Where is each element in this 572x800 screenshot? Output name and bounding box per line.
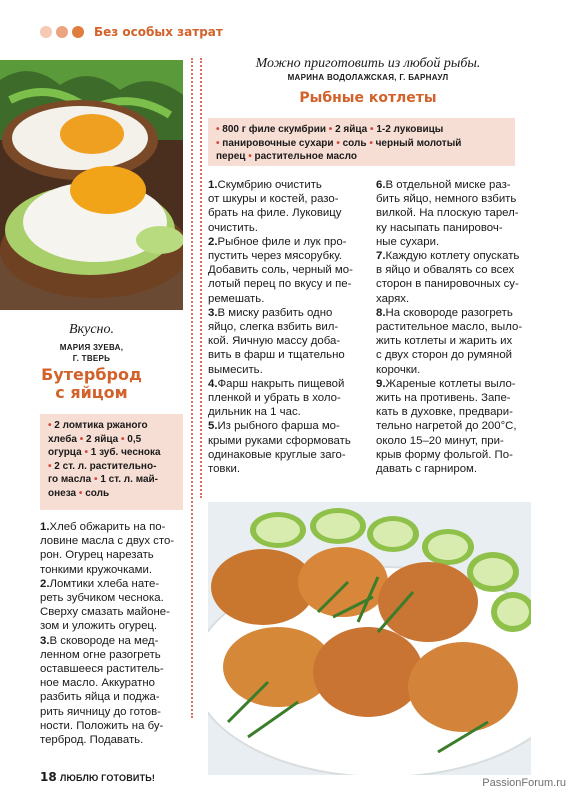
step: [208, 178, 371, 235]
right-steps-column-2: [376, 178, 530, 476]
left-recipe-tagline: Вкусно.: [69, 322, 114, 337]
bullet: •: [120, 433, 125, 445]
step-text: пустить через мясорубку.: [208, 250, 342, 263]
step-text: крыв форму фольгой. По-: [376, 448, 513, 461]
step-text: бить яйцо, немного взбить: [376, 193, 517, 206]
step-text: Рыбное филе и лук про-: [217, 235, 347, 248]
author-city: Г. ТВЕРЬ: [72, 354, 111, 363]
ingredient: черный молотый: [375, 137, 462, 149]
step-number: 5.: [208, 420, 218, 433]
step-number: 7.: [376, 250, 386, 263]
author-name: МАРИЯ ЗУЕВА,: [59, 343, 124, 352]
ingredient: перец: [216, 151, 246, 162]
bullet: •: [48, 460, 52, 472]
step-number: 6.: [376, 179, 386, 191]
step-text: кой. Яичную массу доба-: [208, 335, 341, 348]
ingredient: 2 ломтика ржаного: [54, 420, 148, 431]
ingredient: 2 яйца: [86, 433, 119, 445]
bullet: •: [336, 137, 340, 149]
step-number: 9.: [376, 377, 386, 390]
step-number: 3.: [208, 306, 218, 319]
ingredient: 1-2 луковицы: [376, 124, 444, 135]
step-text: растительное масло, выло-: [376, 321, 523, 334]
step-text: кать в духовке, предвари-: [376, 406, 513, 419]
step-text: давать с гарниром.: [376, 463, 478, 476]
bullet: •: [79, 433, 84, 445]
right-recipe-tagline: Можно приготовить из любой рыбы.: [255, 56, 481, 71]
step-text: брать на филе. Луковицу: [208, 207, 342, 220]
right-steps-column-1: [208, 178, 371, 476]
ingredient: онеза: [48, 487, 77, 499]
bullet: •: [216, 137, 220, 149]
step-number: 8.: [376, 306, 386, 319]
right-recipe-author: МАРИНА ВОДОЛАЖСКАЯ, Г. БАРНАУЛ: [287, 73, 449, 82]
bullet: •: [48, 420, 52, 431]
step: 2.Ломтики хлеба нате- реть зубчиком чеснока. Сверху смазать майоне- зом и уложить огурец.: [40, 577, 170, 633]
ingredient: хлеба: [48, 433, 77, 445]
step: 3.В сковороде на мед- ленном огне разогреть оставшееся раститель- ное масло. Аккуратно разбить яйца и поджа- рить яичницу до готов- ности. Положить на бу- терброд. Подавать.: [40, 634, 164, 747]
right-recipe-title: Рыбные котлеты: [299, 90, 437, 106]
title-line: с яйцом: [55, 383, 128, 402]
header-dot-3: [72, 26, 84, 38]
step-text: Скумбрию очистить: [217, 179, 322, 191]
ingredient: соль: [85, 487, 110, 499]
step-text: ремешать.: [208, 292, 265, 305]
step-text: вить в фарш и тщательно: [208, 349, 345, 362]
step-text: жить на противень. Запе-: [376, 392, 511, 405]
ingredient: 2 яйца: [335, 124, 368, 135]
step-number: 2.: [208, 235, 218, 248]
bullet: •: [328, 124, 333, 135]
step: [376, 377, 530, 476]
step: [208, 235, 371, 306]
step: [208, 377, 371, 420]
step-text: Добавить соль, черный мо-: [208, 264, 353, 277]
step: [208, 419, 371, 476]
step-text: В миску разбить одно: [217, 306, 333, 319]
step: [376, 178, 530, 249]
step-text: В отдельной миске раз-: [385, 179, 511, 191]
left-recipe-title: [0, 366, 183, 402]
step: [376, 306, 530, 377]
step-text: товки.: [208, 463, 240, 476]
step: 1.Хлеб обжарить на по- ловине масла с двух сто- рон. Огурец нарезать тонкими кружочками.: [40, 521, 175, 576]
step-text: ку насыпать панировоч-: [376, 221, 503, 234]
step-text: крыми руками сформовать: [208, 434, 351, 447]
step-text: Каждую котлету опускать: [385, 250, 520, 263]
egg-sandwich-photo: [0, 60, 183, 310]
header-dot-1: [40, 26, 52, 38]
bullet: •: [94, 474, 98, 485]
title-line: Бутерброд: [41, 365, 142, 384]
bullet: •: [369, 137, 373, 149]
step-text: вилкой. На плоскую тарел-: [376, 207, 519, 220]
bullet: •: [216, 124, 220, 135]
fish-cutlets-photo: [208, 502, 531, 775]
step-text: в яйцо и обвалять со всех: [376, 264, 515, 277]
step-text: яйцо, слегка взбить вил-: [208, 321, 339, 334]
step-text: тельно нагретой до 200°С,: [376, 420, 517, 433]
step: [376, 249, 530, 306]
step: [208, 306, 371, 377]
header-dot-2: [56, 26, 68, 38]
ingredient: 1 ст. л. май-: [100, 474, 159, 485]
ingredient: огурца: [48, 447, 82, 458]
section-header: [40, 25, 223, 39]
left-recipe-author: [0, 342, 183, 364]
right-ingredients-box: [208, 118, 515, 166]
step-text: одинаковые круглые заго-: [208, 448, 346, 461]
step-text: пленкой и убрать в холо-: [208, 392, 341, 405]
column-divider: [191, 58, 193, 718]
bullet: •: [78, 487, 83, 499]
step-text: Фарш накрыть пищевой: [217, 377, 345, 390]
column-divider-inner: [200, 58, 202, 498]
magazine-name: ЛЮБЛЮ ГОТОВИТЬ!: [60, 773, 156, 783]
step-number: 1.: [208, 179, 218, 191]
watermark: PassionForum.ru: [482, 777, 566, 789]
step-text: харях.: [376, 292, 410, 305]
step-text: вымесить.: [208, 363, 263, 376]
step-text: На сковороде разогреть: [385, 306, 513, 319]
step-text: Жареные котлеты выло-: [385, 377, 516, 390]
step-text: ные сухари.: [376, 235, 440, 248]
ingredient: 0,5: [127, 433, 142, 445]
bullet: •: [370, 124, 374, 135]
step-text: сторон в панировочных су-: [376, 278, 519, 291]
ingredient: соль: [342, 137, 367, 149]
step-text: дильник на 1 час.: [208, 406, 301, 419]
step-text: очистить.: [208, 221, 258, 234]
step-text: лотый перец по вкусу и пе-: [208, 278, 352, 291]
ingredient: го масла: [48, 474, 92, 485]
left-ingredients-box: [40, 414, 183, 510]
step-number: 4.: [208, 377, 218, 390]
step-text: от шкуры и костей, разо-: [208, 193, 339, 206]
step-text: жить котлеты и жарить их: [376, 335, 513, 348]
step-text: около 15–20 минут, при-: [376, 434, 504, 447]
bullet: •: [84, 447, 88, 458]
ingredient: 2 ст. л. растительно-: [54, 460, 157, 472]
ingredient: 1 зуб. чеснока: [90, 447, 161, 458]
step-text: корочки.: [376, 363, 421, 376]
left-recipe-steps: [40, 520, 190, 747]
ingredient: растительное масло: [254, 151, 357, 162]
section-title: Без особых затрат: [94, 25, 223, 39]
ingredient: 800 г филе скумбрии: [222, 124, 327, 135]
bullet: •: [248, 151, 252, 162]
step-text: с двух сторон до румяной: [376, 349, 513, 362]
ingredient: панировочные сухари: [222, 137, 334, 149]
page-number: 18: [40, 770, 57, 784]
step-text: Из рыбного фарша мо-: [217, 420, 340, 433]
